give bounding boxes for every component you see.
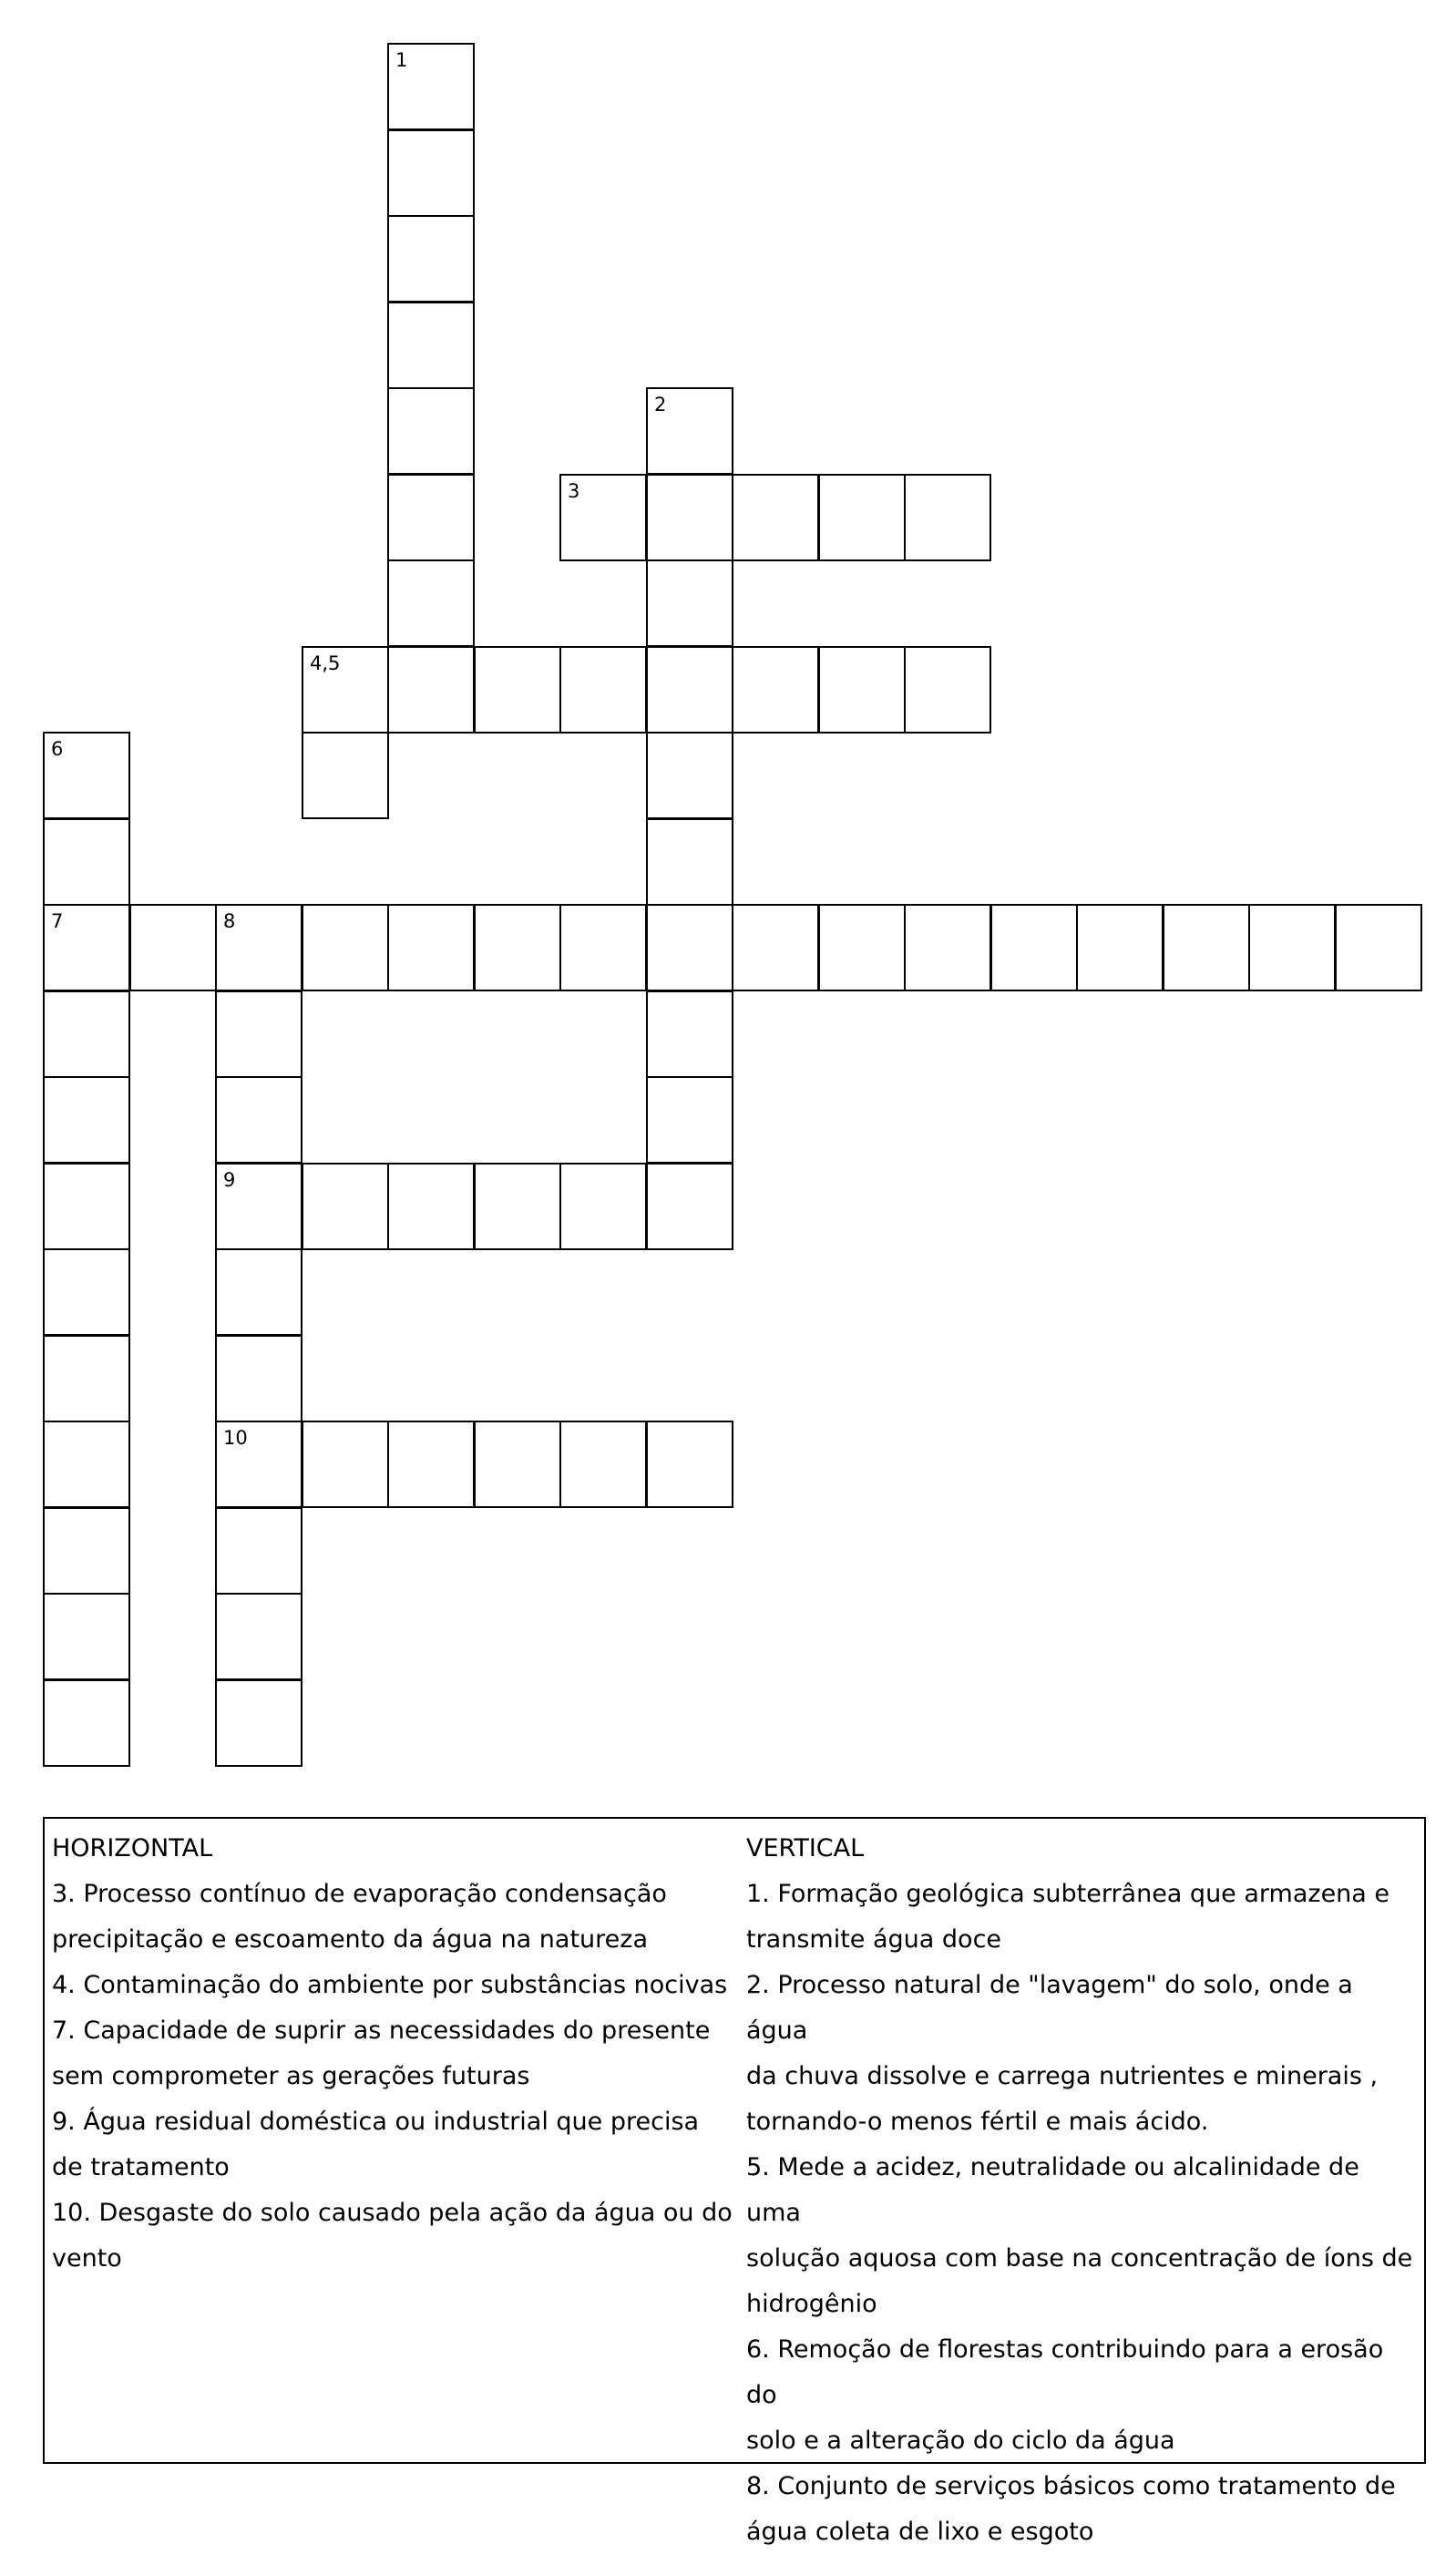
crossword-cell[interactable] <box>129 904 217 991</box>
crossword-cell[interactable] <box>215 1163 302 1250</box>
horizontal-clue-line: 4. Contaminação do ambiente por substâncias nocivas <box>52 1971 728 1999</box>
vertical-clue-line: hidrogênio <box>746 2290 877 2318</box>
crossword-cell[interactable] <box>43 1163 130 1250</box>
crossword-cell[interactable] <box>387 1163 475 1250</box>
crossword-cell[interactable] <box>646 1163 733 1250</box>
clue-number: 3 <box>568 480 580 502</box>
crossword-cell[interactable] <box>215 1679 302 1767</box>
crossword-cell[interactable] <box>559 904 647 991</box>
crossword-cell[interactable] <box>387 302 475 389</box>
crossword-cell[interactable] <box>43 1076 130 1164</box>
clue-number: 7 <box>51 910 64 932</box>
vertical-clues <box>746 1826 1420 2555</box>
crossword-cell[interactable] <box>732 646 819 734</box>
crossword-cell[interactable] <box>646 474 733 561</box>
crossword-cell[interactable] <box>904 474 991 561</box>
horizontal-clue-line: precipitação e escoamento da água na natureza <box>52 1925 648 1954</box>
crossword-cell[interactable] <box>43 1335 130 1422</box>
crossword-cell[interactable] <box>215 1076 302 1164</box>
crossword-cell[interactable] <box>1163 904 1250 991</box>
crossword-cell[interactable] <box>215 1507 302 1595</box>
crossword-cell[interactable] <box>387 559 475 647</box>
crossword-cell[interactable] <box>43 990 130 1078</box>
crossword-cell[interactable] <box>732 474 819 561</box>
crossword-cell[interactable] <box>732 904 819 991</box>
crossword-cell[interactable] <box>387 904 475 991</box>
clue-number: 1 <box>395 49 408 71</box>
crossword-cell[interactable] <box>43 1248 130 1336</box>
crossword-cell[interactable] <box>474 1163 561 1250</box>
clues-box <box>43 1817 1426 2546</box>
crossword-cell[interactable] <box>1248 904 1336 991</box>
vertical-clue-line: tornando-o menos fértil e mais ácido. <box>746 2108 1209 2136</box>
crossword-cell[interactable] <box>1076 904 1164 991</box>
horizontal-clue-line: 9. Água residual doméstica ou industrial que precisa <box>52 2108 700 2136</box>
vertical-clue-line: solução aquosa com base na concentração de íons de <box>746 2244 1413 2273</box>
horizontal-clue-line: 10. Desgaste do solo causado pela ação da água ou do <box>52 2199 733 2227</box>
vertical-clue-line: da chuva dissolve e carrega nutrientes e minerais , <box>746 2062 1379 2090</box>
crossword-cell[interactable] <box>474 1421 561 1508</box>
vertical-clue-line: 1. Formação geológica subterrânea que armazena e <box>746 1880 1390 1908</box>
crossword-cell[interactable] <box>302 1421 389 1508</box>
vertical-clue-line: 2. Processo natural de "lavagem" do solo, onde a água <box>746 1971 1353 2045</box>
crossword-cell[interactable] <box>215 990 302 1078</box>
vertical-clue-line: 6. Remoção de florestas contribuindo para a erosão do <box>746 2335 1384 2409</box>
crossword-cell[interactable] <box>474 646 561 734</box>
horizontal-title: HORIZONTAL <box>52 1834 213 1862</box>
crossword-cell[interactable] <box>387 129 475 217</box>
crossword-cell[interactable] <box>215 1248 302 1336</box>
vertical-title: VERTICAL <box>746 1834 865 1862</box>
crossword-cell[interactable] <box>302 646 389 734</box>
crossword-cell[interactable] <box>559 1421 647 1508</box>
vertical-clue-line: água coleta de lixo e esgoto <box>746 2518 1094 2546</box>
crossword-cell[interactable] <box>818 646 906 734</box>
crossword-cell[interactable] <box>559 1163 647 1250</box>
crossword-cell[interactable] <box>559 646 647 734</box>
crossword-cell[interactable] <box>559 474 647 561</box>
clue-number: 2 <box>654 394 667 416</box>
crossword-cell[interactable] <box>1335 904 1422 991</box>
crossword-cell[interactable] <box>387 387 475 475</box>
crossword-cell[interactable] <box>302 732 389 819</box>
clue-number: 9 <box>223 1169 236 1191</box>
horizontal-clue-line: vento <box>52 2244 122 2273</box>
horizontal-clue-line: de tratamento <box>52 2153 230 2181</box>
crossword-cell[interactable] <box>646 990 733 1078</box>
vertical-clue-line: solo e a alteração do ciclo da água <box>746 2427 1175 2455</box>
crossword-cell[interactable] <box>646 559 733 647</box>
crossword-cell[interactable] <box>43 1421 130 1508</box>
vertical-clue-line: 8. Conjunto de serviços básicos como tratamento de <box>746 2472 1396 2500</box>
crossword-cell[interactable] <box>215 904 302 991</box>
crossword-cell[interactable] <box>43 818 130 906</box>
crossword-cell[interactable] <box>387 43 475 130</box>
crossword-cell[interactable] <box>818 904 906 991</box>
crossword-cell[interactable] <box>387 474 475 561</box>
crossword-cell[interactable] <box>474 904 561 991</box>
horizontal-clue-line: 3. Processo contínuo de evaporação condensação <box>52 1880 667 1908</box>
crossword-cell[interactable] <box>646 387 733 475</box>
vertical-clue-line: 5. Mede a acidez, neutralidade ou alcalinidade de uma <box>746 2153 1359 2227</box>
crossword-cell[interactable] <box>646 1076 733 1164</box>
crossword-cell[interactable] <box>904 904 991 991</box>
crossword-cell[interactable] <box>215 1421 302 1508</box>
vertical-clue-line: transmite água doce <box>746 1925 1002 1954</box>
crossword-cell[interactable] <box>818 474 906 561</box>
clue-number: 10 <box>223 1427 248 1449</box>
crossword-cell[interactable] <box>387 1421 475 1508</box>
horizontal-clues <box>52 1826 733 2282</box>
crossword-cell[interactable] <box>387 646 475 734</box>
crossword-cell[interactable] <box>646 818 733 906</box>
crossword-cell[interactable] <box>646 1421 733 1508</box>
crossword-cell[interactable] <box>302 904 389 991</box>
crossword-cell[interactable] <box>43 1593 130 1680</box>
crossword-cell[interactable] <box>646 904 733 991</box>
clue-number: 6 <box>51 738 64 760</box>
crossword-cell[interactable] <box>646 732 733 819</box>
horizontal-clue-line: sem comprometer as gerações futuras <box>52 2062 530 2090</box>
crossword-cell[interactable] <box>215 1593 302 1680</box>
horizontal-clue-line: 7. Capacidade de suprir as necessidades do presente <box>52 2016 711 2045</box>
crossword-cell[interactable] <box>43 732 130 819</box>
crossword-cell[interactable] <box>215 1335 302 1422</box>
crossword-cell[interactable] <box>990 904 1078 991</box>
crossword-cell[interactable] <box>302 1163 389 1250</box>
crossword-cell[interactable] <box>904 646 991 734</box>
crossword-cell[interactable] <box>387 215 475 303</box>
crossword-cell[interactable] <box>43 1679 130 1767</box>
crossword-cell[interactable] <box>43 1507 130 1595</box>
crossword-cell[interactable] <box>646 646 733 734</box>
clue-number: 8 <box>223 910 236 932</box>
clue-number: 4,5 <box>310 652 341 674</box>
crossword-cell[interactable] <box>43 904 130 991</box>
